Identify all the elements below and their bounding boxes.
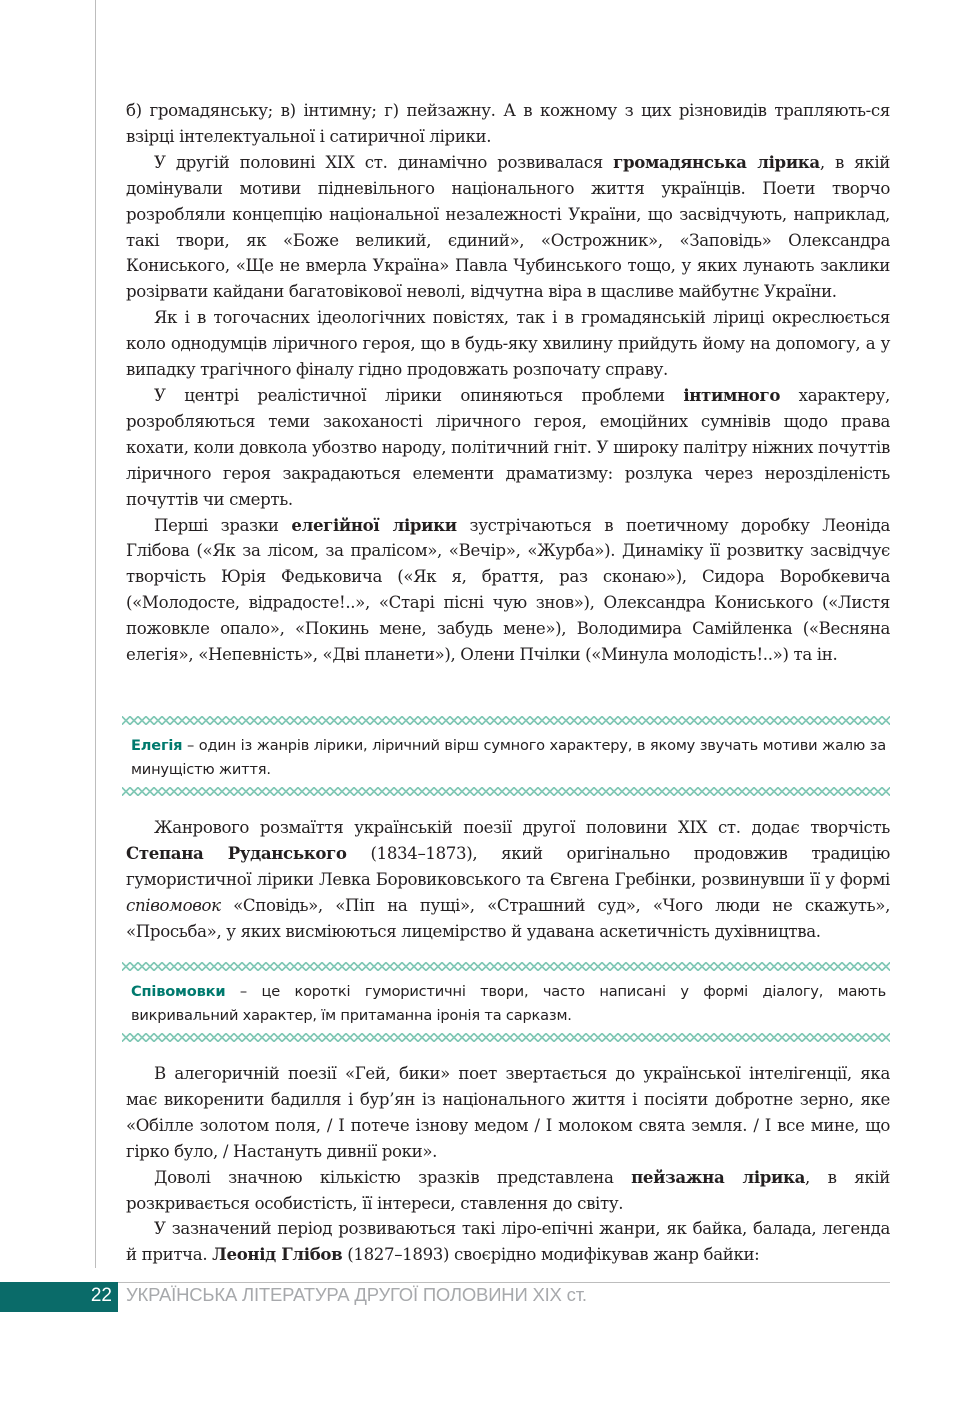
text-run: У зазначений період розвиваються такі ліро-епічні жанри, як байка, балада, легенда й притча. — [126, 1219, 890, 1265]
definition-border-top — [122, 716, 890, 725]
definition-term: Співомовки — [131, 983, 226, 1000]
paragraph — [126, 98, 890, 150]
text-run: У другій половині ХІХ ст. динамічно розвивалася — [154, 152, 614, 172]
paragraph — [126, 305, 890, 383]
italic-term: співомовок — [126, 895, 221, 915]
bold-term: громадянська лірика — [613, 151, 820, 172]
bold-term: Леонід Глібов — [212, 1244, 343, 1265]
body-text-top — [126, 98, 890, 668]
paragraph — [126, 1165, 890, 1217]
text-run: Як і в тогочасних ідеологічних повістях, так і в громадянській ліриці окреслюється коло однодумців ліричного героя, що в будь-яку хвилину прийдуть йому на допомогу, а у випадку трагічного фіналу гідно продовжать розпочату справу. — [126, 308, 890, 380]
text-run: Перші зразки — [154, 515, 292, 535]
definition-elegy — [131, 734, 886, 782]
definition-border-bottom — [122, 787, 890, 796]
text-run: Жанрового розмаїття українській поезії другої половини ХІХ ст. додає творчість — [154, 818, 890, 837]
page-margin-rule — [95, 0, 96, 1268]
running-footer-title: УКРАЇНСЬКА ЛІТЕРАТУРА ДРУГОЇ ПОЛОВИНИ ХІХ ст. — [126, 1284, 587, 1305]
footer-page-tab — [0, 1282, 118, 1312]
text-run: , в якій розкривається особистість, її інтереси, ставлення до світу. — [126, 1167, 891, 1213]
definition-text: – один із жанрів лірики, ліричний вірш сумного характеру, в якому звучать мотиви жалю за минущістю життя. — [131, 737, 886, 778]
page-number: 22 — [90, 1285, 112, 1306]
text-run: В алегоричній поезії «Гей, бики» поет звертається до української інтелігенції, яка має викоренити бадилля і бур’ян із національного життя і посіяти добротне зерно, яке «Обілле золотом поля, / І потече ізнову медом / І молоком свята земля. / І все мине, що гірко було, / Настануть дивнії роки». — [126, 1064, 890, 1161]
text-run: (1827–1893) своєрідно модифікував жанр байки: — [342, 1245, 760, 1265]
paragraph — [126, 383, 890, 513]
definition-border-bottom — [122, 1033, 890, 1042]
paragraph — [126, 1061, 890, 1165]
footer-rule — [118, 1282, 890, 1283]
body-text-bottom — [126, 1061, 890, 1268]
definition-border-top — [122, 962, 890, 971]
text-run: характеру, розробляються теми закоханості ліричного героя, емоційних сумнівів щодо права кохати, коли довкола убозтво народу, політичний гніт. У широку палітру ніжних почуттів ліричного героя закрадаються елементи драматизму: розлука через нерозділеність почуттів чи смерть. — [126, 385, 890, 509]
paragraph — [126, 513, 890, 668]
text-run: (1834–1873), який оригінально продовжив традицію гумористичної лірики Левка Боровиковського та Євгена Гребінки, розвинувши її у формі — [126, 843, 890, 889]
text-run: б) громадянську; в) інтимну; г) пейзажну. А в кожному з цих різновидів трапляють-ся взірці інтелектуальної і сатиричної лірики. — [126, 101, 890, 146]
paragraph — [126, 815, 890, 945]
text-run: зустрічаються в поетичному доробку Леоніда Глібова («Як за лісом, за пралісом», «Вечір», «Журба»). Динаміку її розвитку засвідчує творчість Юрія Федьковича («Як я, браття, раз сконаю»), Сидора Воробкевича («Молодосте, відрадосте!..», «Старі пісні чую знов»), Олександра Кониського («Листя пожовкле опало», «Покинь мене, забудь мене»), Володимира Самійленка («Весняна елегія», «Непевність», «Дві планети»), Олени Пчілки («Минула молодість!..») та ін. — [126, 515, 890, 665]
paragraph — [126, 1216, 890, 1268]
bold-term: Степана Руданського — [126, 842, 347, 863]
text-run: У центрі реалістичної лірики опиняються проблеми — [154, 385, 684, 405]
definition-spivomovky — [131, 980, 886, 1028]
bold-term: інтимного — [683, 384, 781, 405]
bold-term: елегійної лірики — [291, 514, 457, 535]
text-run: Доволі значною кількістю зразків представлена — [154, 1167, 632, 1187]
bold-term: пейзажна лірика — [631, 1166, 806, 1187]
paragraph — [126, 150, 890, 305]
definition-term: Елегія — [131, 737, 183, 754]
definition-text: – це короткі гумористичні твори, часто написані у формі діалогу, мають викривальний характер, їм притаманна іронія та сарказм. — [131, 983, 886, 1024]
text-run: , в якій домінували мотиви підневільного національного життя українців. Поети творчо розробляли концепцію національної незалежності України, що засвідчують, наприклад, такі твори, як «Боже великий, єдиний», «Острожник», «Заповідь» Олександра Кониського, «Ще не вмерла Україна» Павла Чубинського тощо, у яких лунають заклики розірвати кайдани багатовікової неволі, відчутна віра в щасливе майбутнє України. — [126, 152, 890, 302]
body-text-middle — [126, 815, 890, 945]
text-run: «Сповідь», «Піп на пущі», «Страшний суд», «Чого люди не скажуть», «Просьба», у яких висміюються лицемірство й удавана аскетичність духівництва. — [126, 895, 890, 941]
